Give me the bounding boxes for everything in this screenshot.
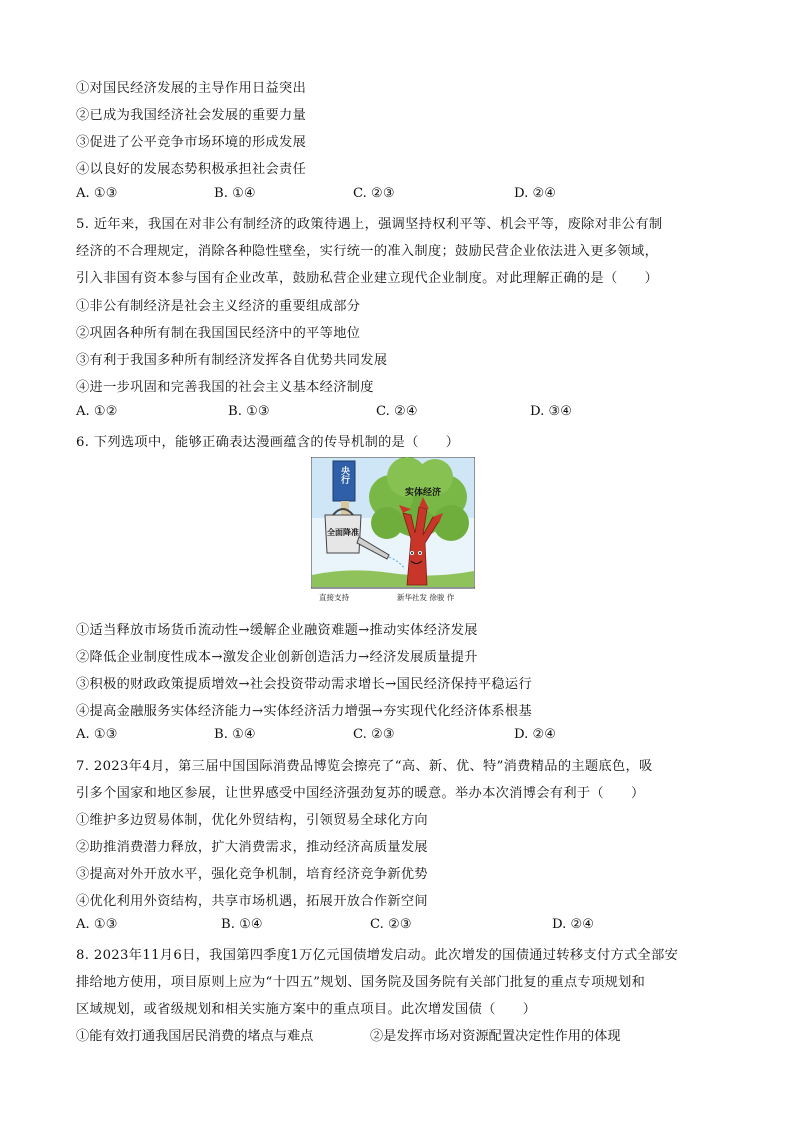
q5-option-a[interactable]: A. ①② xyxy=(76,404,118,419)
q8-stem-line-2: 排给地方使用，项目原则上应为“十四五”规划、国务院及国务院有关部门批复的重点专项规划和 xyxy=(76,975,646,990)
cartoon-illustration xyxy=(311,457,475,605)
bucket-label: 全面降准 xyxy=(327,528,359,537)
q5-item-2: ②巩固各种所有制在我国国民经济中的平等地位 xyxy=(76,326,361,341)
q7-stem-line-1: 7. 2023年4月，第三届中国国际消费品博览会擦亮了“高、新、优、特”消费精品的主题底色，吸 xyxy=(76,759,653,774)
q5-option-b[interactable]: B. ①③ xyxy=(228,404,270,419)
q7-item-4: ④优化利用外资结构，共享市场机遇，拓展开放合作新空间 xyxy=(76,894,428,909)
q4-item-4: ④以良好的发展态势积极承担社会责任 xyxy=(76,162,307,177)
q6-option-c[interactable]: C. ②③ xyxy=(353,727,395,742)
q4-option-c[interactable]: C. ②③ xyxy=(353,186,395,201)
q5-option-d[interactable]: D. ③④ xyxy=(530,404,573,419)
q5-stem-line-3: 引入非国有资本参与国有企业改革，鼓励私营企业建立现代企业制度。对此理解正确的是（ ） xyxy=(76,271,659,286)
q6-option-a[interactable]: A. ①③ xyxy=(76,727,118,742)
q8-item-1: ①能有效打通我国居民消费的堵点与难点 xyxy=(76,1029,314,1044)
tree-label: 实体经济 xyxy=(404,488,442,498)
q6-stem: 6. 下列选项中，能够正确表达漫画蕴含的传导机制的是（ ） xyxy=(76,435,460,450)
bank-sign-label: 央行 xyxy=(339,466,349,484)
q4-option-d[interactable]: D. ②④ xyxy=(514,186,557,201)
q7-item-3: ③提高对外开放水平，强化竞争机制，培育经济竞争新优势 xyxy=(76,867,428,882)
q7-stem-line-2: 引多个国家和地区参展，让世界感受中国经济强劲复苏的暖意。举办本次消博会有利于（ ） xyxy=(76,786,645,801)
q4-item-2: ②已成为我国经济社会发展的重要力量 xyxy=(76,108,307,123)
q6-item-4: ④提高金融服务实体经济能力→实体经济活力增强→夯实现代化经济体系根基 xyxy=(76,704,532,719)
q7-item-2: ②助推消费潜力释放，扩大消费需求，推动经济高质量发展 xyxy=(76,840,428,855)
q5-option-c[interactable]: C. ②④ xyxy=(376,404,418,419)
q6-option-d[interactable]: D. ②④ xyxy=(514,727,557,742)
q7-option-b[interactable]: B. ①④ xyxy=(221,917,263,932)
cartoon-caption-left: 直接支持 xyxy=(319,593,349,602)
q7-option-a[interactable]: A. ①③ xyxy=(76,917,118,932)
q8-item-2: ②是发挥市场对资源配置决定性作用的体现 xyxy=(370,1029,621,1044)
q5-item-3: ③有利于我国多种所有制经济发挥各自优势共同发展 xyxy=(76,353,388,368)
q6-item-1: ①适当释放市场货币流动性→缓解企业融资难题→推动实体经济发展 xyxy=(76,623,478,638)
q4-item-1: ①对国民经济发展的主导作用日益突出 xyxy=(76,81,307,96)
q5-item-4: ④进一步巩固和完善我国的社会主义基本经济制度 xyxy=(76,380,374,395)
q4-option-a[interactable]: A. ①③ xyxy=(76,186,118,201)
q5-stem-line-1: 5. 近年来，我国在对非公有制经济的政策待遇上，强调坚持权利平等、机会平等，废除对非公有制 xyxy=(76,217,663,232)
q5-item-1: ①非公有制经济是社会主义经济的重要组成部分 xyxy=(76,299,361,314)
q4-item-3: ③促进了公平竞争市场环境的形成发展 xyxy=(76,135,307,150)
q6-option-b[interactable]: B. ①④ xyxy=(214,727,256,742)
q4-option-b[interactable]: B. ①④ xyxy=(214,186,256,201)
q8-stem-line-1: 8. 2023年11月6日，我国第四季度1万亿元国债增发启动。此次增发的国债通过转移支付方式全部安 xyxy=(76,948,679,963)
cartoon-svg xyxy=(311,457,475,605)
q8-stem-line-3: 区域规划，或省级规划和相关实施方案中的重点项目。此次增发国债（ ） xyxy=(76,1002,537,1017)
q5-stem-line-2: 经济的不合理规定，消除各种隐性壁垒，实行统一的准入制度；鼓励民营企业依法进入更多领域， xyxy=(76,244,659,259)
cartoon-caption-right: 新华社发 徐骏 作 xyxy=(397,593,455,602)
q6-item-2: ②降低企业制度性成本→激发企业创新创造活力→经济发展质量提升 xyxy=(76,650,478,665)
q6-item-3: ③积极的财政政策提质增效→社会投资带动需求增长→国民经济保持平稳运行 xyxy=(76,677,532,692)
q7-option-c[interactable]: C. ②③ xyxy=(370,917,412,932)
q7-item-1: ①维护多边贸易体制，优化外贸结构，引领贸易全球化方向 xyxy=(76,813,428,828)
q7-option-d[interactable]: D. ②④ xyxy=(552,917,595,932)
